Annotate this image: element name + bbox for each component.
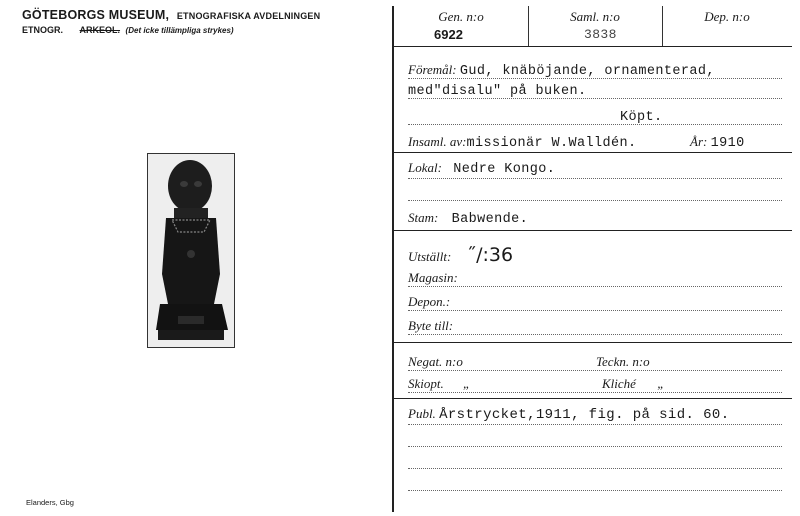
dotted-line xyxy=(408,98,782,99)
insaml-label: Insaml. av: xyxy=(408,134,467,149)
figure-image xyxy=(148,154,234,347)
dotted-line xyxy=(408,446,782,447)
dotted-line xyxy=(408,392,782,393)
dotted-line xyxy=(408,310,782,311)
dotted-line xyxy=(408,200,782,201)
magasin-row xyxy=(408,270,458,286)
ar-value: 1910 xyxy=(710,136,745,151)
museum-header xyxy=(22,8,320,22)
skiopt-row xyxy=(408,376,470,392)
ar-row xyxy=(690,134,745,151)
foremal-value-1: Gud, knäböjande, ornamenterad, xyxy=(459,64,715,79)
department-name: ETNOGRAFISKA AVDELNINGEN xyxy=(176,11,321,21)
gen-value: 6922 xyxy=(434,27,463,42)
kopt-value: Köpt. xyxy=(620,110,663,125)
kliche-label: Kliché xyxy=(602,376,636,391)
object-photo xyxy=(147,153,235,348)
catalog-card xyxy=(394,0,800,516)
dotted-line xyxy=(408,468,782,469)
skiopt-ditto: „ xyxy=(463,376,471,391)
utstallt-value: ˝/:36 xyxy=(466,244,514,266)
dotted-line xyxy=(408,78,782,79)
byte-row xyxy=(408,318,453,334)
utstallt-row xyxy=(408,244,513,266)
stam-value: Babwende. xyxy=(451,212,529,227)
magasin-label: Magasin: xyxy=(408,270,458,285)
ar-label: År: xyxy=(690,134,708,149)
kopt-row xyxy=(620,108,663,125)
foremal-row-2 xyxy=(408,82,587,99)
left-panel xyxy=(0,0,392,516)
publ-row xyxy=(408,406,730,423)
category-line xyxy=(22,25,234,35)
publ-label: Publ. xyxy=(408,406,436,421)
dep-label: Dep. n:o xyxy=(704,9,750,24)
dotted-line xyxy=(408,286,782,287)
insaml-value: missionär W.Walldén. xyxy=(466,136,637,151)
stam-row xyxy=(408,210,528,227)
dotted-line xyxy=(408,490,782,491)
gen-cell xyxy=(394,6,529,46)
foremal-label: Föremål: xyxy=(408,62,457,77)
museum-name: GÖTEBORGS MUSEUM, xyxy=(22,8,170,22)
section-rule xyxy=(394,230,792,231)
section-rule xyxy=(394,342,792,343)
negat-label: Negat. n:o xyxy=(408,354,463,369)
foremal-row xyxy=(408,62,715,79)
foremal-value-2: med"disalu" på buken. xyxy=(408,84,587,99)
lokal-value: Nedre Kongo. xyxy=(453,162,556,177)
byte-label: Byte till: xyxy=(408,318,454,333)
lokal-row xyxy=(408,160,555,177)
insaml-row xyxy=(408,134,637,151)
kliche-row xyxy=(602,376,664,392)
section-rule xyxy=(394,398,792,399)
depon-row xyxy=(408,294,450,310)
category-arkeol: ARKEOL. xyxy=(79,25,121,35)
lokal-label: Lokal: xyxy=(408,160,442,175)
depon-label: Depon.: xyxy=(408,294,451,309)
negat-row xyxy=(408,354,463,370)
utstallt-label: Utställt: xyxy=(408,249,452,264)
kliche-ditto: „ xyxy=(657,376,665,391)
dep-cell xyxy=(662,6,792,46)
strike-note: (Det icke tillämpliga strykes) xyxy=(125,26,234,35)
saml-value: 3838 xyxy=(584,27,617,42)
skiopt-label: Skiopt. xyxy=(408,376,444,391)
publ-value: Årstrycket,1911, fig. på sid. 60. xyxy=(439,407,730,423)
saml-cell xyxy=(528,6,663,46)
stam-label: Stam: xyxy=(408,210,439,225)
section-rule xyxy=(394,152,792,153)
gen-label: Gen. n:o xyxy=(438,9,484,24)
dotted-line xyxy=(408,424,782,425)
dotted-line xyxy=(408,124,782,125)
dotted-line xyxy=(408,370,782,371)
saml-label: Saml. n:o xyxy=(570,9,620,24)
dotted-line xyxy=(408,178,782,179)
teckn-label: Teckn. n:o xyxy=(596,354,650,369)
category-etnogr: ETNOGR. xyxy=(22,25,64,35)
number-header xyxy=(394,6,792,47)
dotted-line xyxy=(408,334,782,335)
teckn-row xyxy=(596,354,650,370)
printer-footer: Elanders, Gbg xyxy=(26,498,74,507)
